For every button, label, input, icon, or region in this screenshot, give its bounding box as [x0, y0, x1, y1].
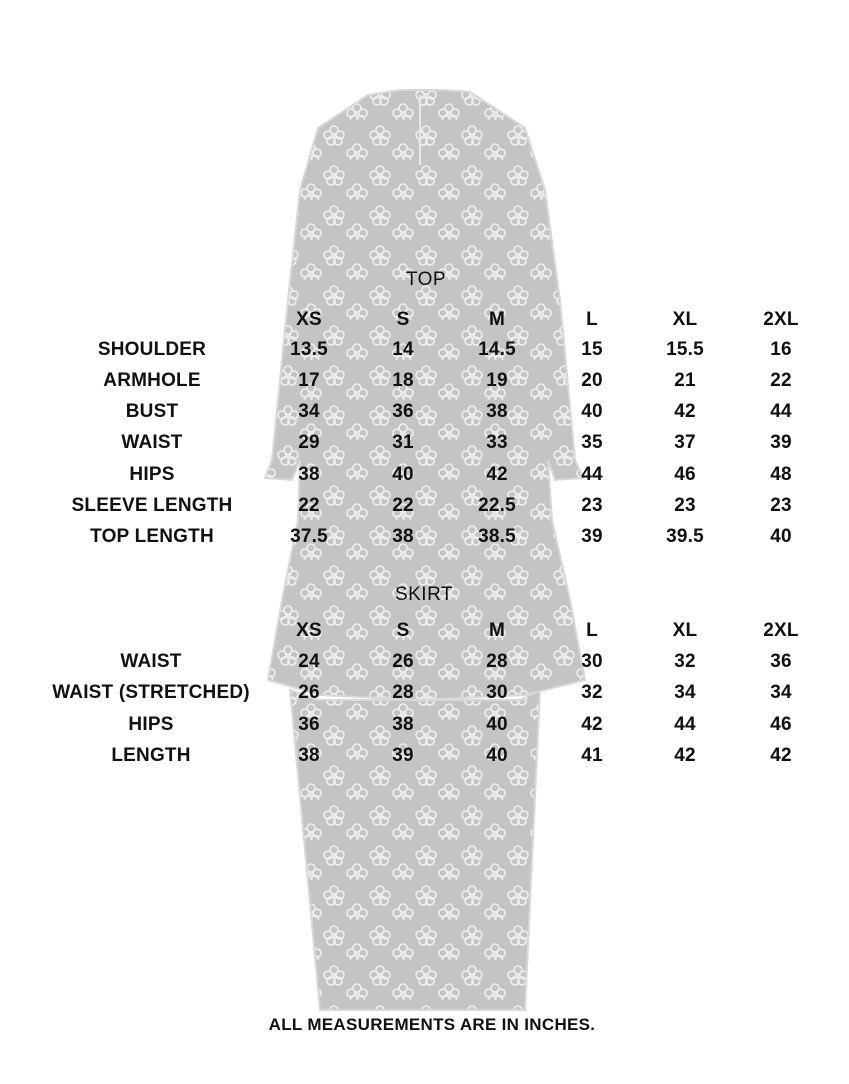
- skirt-cell: 40: [486, 745, 508, 766]
- top-cell: 23: [770, 495, 792, 516]
- skirt-size-m: M: [488, 620, 506, 641]
- top-cell: 42: [674, 401, 696, 422]
- top-row-label: SHOULDER: [97, 339, 207, 360]
- top-row-label: HIPS: [129, 464, 175, 485]
- skirt-cell: 30: [486, 682, 508, 703]
- skirt-cell: 28: [486, 651, 508, 672]
- skirt-cell: 39: [392, 745, 414, 766]
- top-cell: 44: [770, 401, 792, 422]
- top-cell: 46: [674, 464, 696, 485]
- skirt-cell: 42: [581, 714, 603, 735]
- top-size-xs: XS: [296, 309, 322, 330]
- top-cell: 38: [392, 526, 414, 547]
- top-cell: 33: [486, 432, 508, 453]
- skirt-cell: 24: [298, 651, 320, 672]
- skirt-cell: 26: [392, 651, 414, 672]
- top-cell: 39.5: [666, 526, 704, 547]
- skirt-cell: 36: [770, 651, 792, 672]
- measurement-note: ALL MEASUREMENTS ARE IN INCHES.: [268, 1015, 596, 1034]
- top-cell: 39: [581, 526, 603, 547]
- top-cell: 17: [298, 370, 320, 391]
- top-size-s: S: [396, 309, 410, 330]
- top-row-label: WAIST: [121, 432, 183, 453]
- top-cell: 19: [486, 370, 508, 391]
- top-cell: 14.5: [478, 339, 516, 360]
- top-cell: 22: [392, 495, 414, 516]
- top-size-2xl: 2XL: [763, 309, 799, 330]
- skirt-cell: 36: [298, 714, 320, 735]
- skirt-cell: 38: [298, 745, 320, 766]
- top-cell: 34: [298, 401, 320, 422]
- skirt-size-xl: XL: [672, 620, 698, 641]
- skirt-cell: 38: [392, 714, 414, 735]
- skirt-size-2xl: 2XL: [763, 620, 799, 641]
- skirt-cell: 42: [770, 745, 792, 766]
- skirt-cell: 32: [674, 651, 696, 672]
- skirt-cell: 46: [770, 714, 792, 735]
- top-cell: 15: [581, 339, 603, 360]
- skirt-cell: 44: [674, 714, 696, 735]
- top-row-label: SLEEVE LENGTH: [71, 495, 233, 516]
- top-cell: 35: [581, 432, 603, 453]
- skirt-cell: 40: [486, 714, 508, 735]
- top-cell: 18: [392, 370, 414, 391]
- top-cell: 15.5: [666, 339, 704, 360]
- skirt-cell: 28: [392, 682, 414, 703]
- skirt-size-s: S: [396, 620, 410, 641]
- skirt-cell: 34: [770, 682, 792, 703]
- garment-shape: [265, 90, 585, 1010]
- top-cell: 38: [486, 401, 508, 422]
- skirt-cell: 32: [581, 682, 603, 703]
- top-cell: 37.5: [290, 526, 328, 547]
- skirt-section-title: SKIRT: [394, 584, 454, 605]
- skirt-cell: 26: [298, 682, 320, 703]
- skirt-cell: 30: [581, 651, 603, 672]
- skirt-row-label: HIPS: [128, 714, 174, 735]
- top-cell: 38: [298, 464, 320, 485]
- skirt-cell: 34: [674, 682, 696, 703]
- top-cell: 39: [770, 432, 792, 453]
- top-cell: 40: [392, 464, 414, 485]
- top-cell: 21: [674, 370, 696, 391]
- top-cell: 23: [581, 495, 603, 516]
- skirt-row-label: LENGTH: [111, 745, 191, 766]
- top-size-xl: XL: [672, 309, 698, 330]
- top-cell: 44: [581, 464, 603, 485]
- skirt-cell: 41: [581, 745, 603, 766]
- skirt-cell: 42: [674, 745, 696, 766]
- top-cell: 14: [392, 339, 414, 360]
- top-cell: 22.5: [478, 495, 516, 516]
- top-cell: 38.5: [478, 526, 516, 547]
- top-cell: 22: [298, 495, 320, 516]
- top-cell: 48: [770, 464, 792, 485]
- top-size-m: M: [488, 309, 506, 330]
- top-size-l: L: [586, 309, 598, 330]
- top-row-label: BUST: [125, 401, 179, 422]
- skirt-size-xs: XS: [296, 620, 322, 641]
- skirt-row-label: WAIST: [120, 651, 182, 672]
- top-cell: 23: [674, 495, 696, 516]
- top-cell: 40: [770, 526, 792, 547]
- top-cell: 37: [674, 432, 696, 453]
- top-row-label: TOP LENGTH: [90, 526, 214, 547]
- top-cell: 36: [392, 401, 414, 422]
- top-cell: 22: [770, 370, 792, 391]
- top-cell: 20: [581, 370, 603, 391]
- top-section-title: TOP: [405, 269, 447, 290]
- top-cell: 31: [392, 432, 414, 453]
- top-cell: 40: [581, 401, 603, 422]
- top-cell: 42: [486, 464, 508, 485]
- skirt-row-label: WAIST (STRETCHED): [52, 682, 250, 703]
- top-cell: 16: [770, 339, 792, 360]
- skirt-size-l: L: [586, 620, 598, 641]
- top-cell: 29: [298, 432, 320, 453]
- top-row-label: ARMHOLE: [103, 370, 201, 391]
- top-cell: 13.5: [290, 339, 328, 360]
